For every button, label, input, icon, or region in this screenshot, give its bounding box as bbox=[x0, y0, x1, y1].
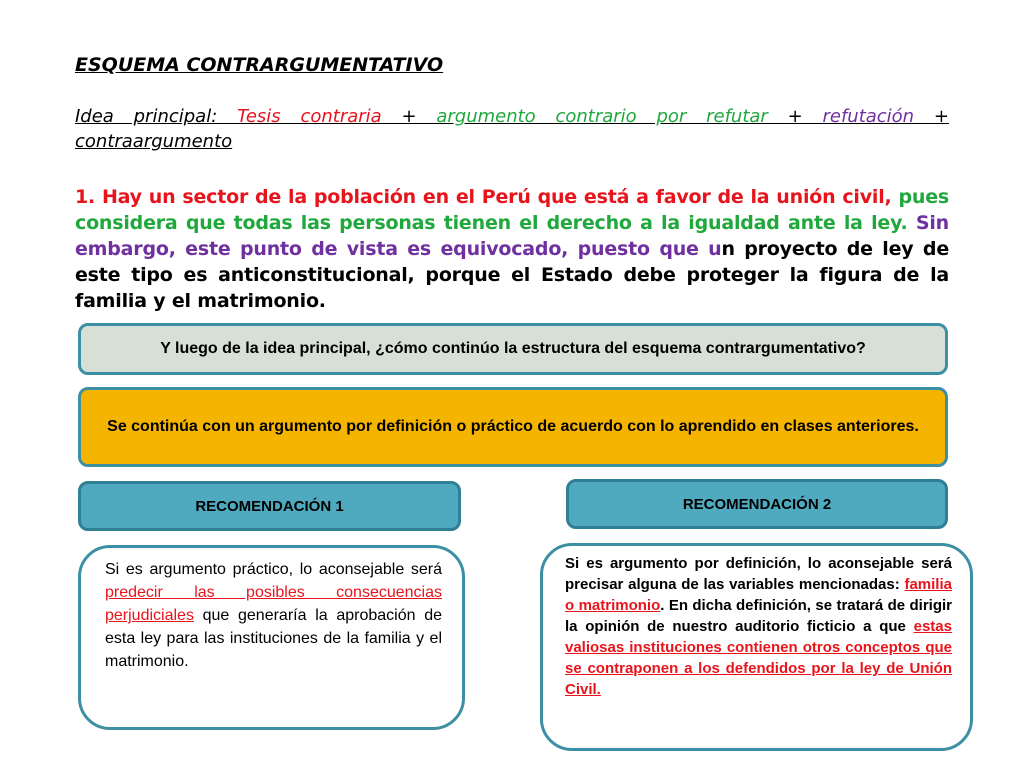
example-argument: pues considera que todas las personas tienen el derecho a la igualdad ante la ley. bbox=[75, 186, 949, 234]
question-text: Y luego de la idea principal, ¿cómo continúo la estructura del esquema contrargumentativo? bbox=[160, 340, 866, 357]
thesis-term: Tesis contraria bbox=[237, 106, 402, 127]
rec2-text-middle: . En dicha definición, se tratará de dirigir la opinión de nuestro auditorio ficticio a que bbox=[565, 597, 952, 635]
refutation-term: refutación bbox=[822, 106, 934, 127]
example-paragraph bbox=[75, 184, 949, 314]
idea-label: Idea principal: bbox=[75, 106, 238, 127]
argument-term: argumento contrario por refutar bbox=[436, 106, 788, 127]
recommendation-2-title: RECOMENDACIÓN 2 bbox=[682, 495, 832, 513]
recommendation-2-header bbox=[566, 479, 948, 529]
example-counterargument: n proyecto de ley de este tipo es anticonstitucional, porque el Estado debe proteger la figura de la familia y el matrimonio. bbox=[75, 238, 949, 312]
recommendation-1-card bbox=[78, 545, 465, 730]
rec2-text-before: Si es argumento por definición, lo aconsejable será precisar alguna de las variables mencionadas: bbox=[565, 555, 952, 593]
rec1-text-after: que generaría la aprobación de esta ley para las instituciones de la familia y el matrimonio. bbox=[105, 607, 442, 670]
slide-title: ESQUEMA CONTRARGUMENTATIVO bbox=[75, 54, 444, 76]
recommendation-1-header bbox=[78, 481, 461, 531]
answer-box bbox=[78, 387, 948, 467]
plus-sign: + bbox=[401, 106, 437, 127]
question-box bbox=[78, 323, 948, 375]
main-idea-formula bbox=[75, 104, 949, 154]
answer-text: Se continúa con un argumento por definición o práctico de acuerdo con lo aprendido en clases anteriores. bbox=[107, 418, 919, 435]
plus-sign: + bbox=[933, 106, 949, 127]
example-thesis: 1. Hay un sector de la población en el Perú que está a favor de la unión civil, bbox=[75, 186, 899, 208]
rec2-highlight-2: estas valiosas instituciones contienen otros conceptos que se contraponen a los defendidos por la ley de Unión Civil. bbox=[565, 618, 952, 698]
recommendation-1-title: RECOMENDACIÓN 1 bbox=[195, 497, 344, 515]
rec2-highlight-1: familia o matrimonio bbox=[565, 576, 952, 614]
plus-sign: + bbox=[787, 106, 823, 127]
rec1-highlight: predecir las posibles consecuencias perjudiciales bbox=[105, 584, 442, 624]
counterargument-term: contraargumento bbox=[75, 131, 233, 152]
recommendation-2-card bbox=[540, 543, 973, 751]
rec1-text-before: Si es argumento práctico, lo aconsejable será bbox=[105, 561, 442, 578]
example-refutation: Sin embargo, este punto de vista es equivocado, puesto que u bbox=[75, 212, 949, 260]
